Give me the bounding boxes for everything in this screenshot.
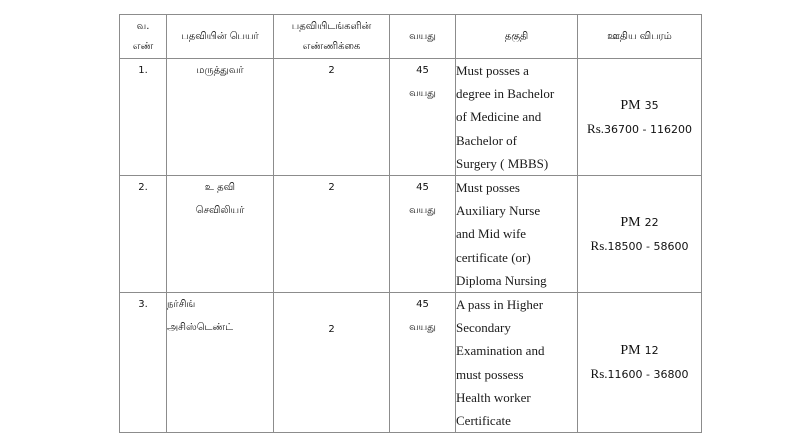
cell-pay	[578, 59, 702, 176]
cell-post-name	[167, 59, 274, 176]
recruitment-table	[119, 14, 702, 433]
header-row	[120, 15, 702, 59]
pay-scale-prefix: Rs.	[587, 120, 605, 136]
pay-scale-range: 36700 - 116200	[604, 122, 692, 136]
header-serial-line2: எண்	[132, 40, 154, 52]
cell-vacancies: 2	[274, 176, 390, 293]
qualification-line: Auxiliary Nurse	[456, 203, 541, 219]
cell-age	[390, 59, 456, 176]
pay-scale-prefix: Rs.	[590, 366, 608, 382]
header-pay: ஊதிய விபரம்	[578, 15, 702, 59]
cell-pay	[578, 176, 702, 293]
age-value: 45	[416, 65, 429, 76]
pay-scale	[578, 235, 701, 258]
qualification-line: Surgery ( MBBS)	[456, 155, 549, 171]
pay-scale-prefix: Rs.	[590, 237, 608, 253]
cell-post-name	[167, 176, 274, 293]
pay-level-label: PM	[620, 97, 641, 113]
pay-scale	[578, 363, 701, 386]
qualification-line: Must posses a	[456, 63, 529, 78]
pay-level-number: 12	[644, 344, 659, 358]
pay-level	[578, 339, 701, 363]
cell-age	[390, 176, 456, 293]
qualification-line: Health worker	[456, 389, 531, 405]
qualification-line: Examination and	[456, 343, 545, 359]
age-unit: வயது	[409, 88, 436, 99]
age-unit: வயது	[409, 205, 436, 217]
qualification-line: Diploma Nursing	[456, 272, 547, 288]
qualification-line: A pass in Higher	[456, 297, 544, 313]
pay-scale-range: 11600 - 36800	[607, 368, 689, 382]
pay-level-label: PM	[620, 214, 641, 230]
pay-scale	[578, 118, 701, 141]
cell-serial: 1.	[120, 59, 167, 176]
age-unit: வயது	[409, 322, 436, 334]
cell-serial: 3.	[120, 293, 167, 433]
post-name-line: உ தவி	[204, 182, 236, 194]
qualification-line: and Mid wife	[456, 226, 527, 242]
header-serial	[120, 15, 167, 59]
qualification-line: of Medicine and	[456, 109, 542, 125]
pay-level	[578, 211, 701, 235]
table-row	[120, 59, 702, 176]
table-row	[120, 176, 702, 293]
qualification-line: Certificate	[456, 413, 511, 429]
cell-qualification	[456, 176, 578, 293]
pay-level	[578, 94, 701, 118]
cell-qualification	[456, 59, 578, 176]
pay-scale-range: 18500 - 58600	[607, 239, 689, 253]
qualification-line: must possess	[456, 366, 524, 382]
cell-post-name	[167, 293, 274, 433]
header-age: வயது	[390, 15, 456, 59]
table-row	[120, 293, 702, 433]
header-vacancies-line2: எண்ணிக்கை	[302, 40, 361, 52]
cell-qualification	[456, 293, 578, 433]
cell-vacancies: 2	[274, 59, 390, 176]
pay-level-label: PM	[620, 343, 641, 359]
post-name-line: நர்சிங்	[167, 299, 196, 311]
age-value: 45	[416, 182, 429, 194]
cell-age	[390, 293, 456, 433]
pay-level-number: 35	[644, 98, 659, 112]
header-qualification: தகுதி	[456, 15, 578, 59]
age-value: 45	[416, 299, 429, 311]
header-vacancies-line1: பதவியிடங்களின்	[291, 20, 372, 32]
pay-level-number: 22	[644, 215, 659, 229]
cell-pay	[578, 293, 702, 433]
qualification-line: Must posses	[456, 180, 520, 196]
header-vacancies	[274, 15, 390, 59]
post-name-line: செவிலியர்	[195, 205, 245, 217]
header-post-name: பதவியின் பெயர்	[167, 15, 274, 59]
post-name-line: அசிஸ்டெண்ட்	[167, 322, 234, 334]
cell-vacancies	[274, 293, 390, 433]
header-serial-line1: வ.	[136, 20, 150, 32]
spacer	[274, 293, 389, 318]
qualification-line: Bachelor of	[456, 132, 518, 148]
post-name-line: மருத்துவர்	[196, 65, 244, 76]
qualification-line: degree in Bachelor	[456, 86, 555, 102]
qualification-line: certificate (or)	[456, 249, 531, 265]
cell-serial: 2.	[120, 176, 167, 293]
vacancies-value: 2	[328, 324, 335, 336]
qualification-line: Secondary	[456, 320, 511, 336]
